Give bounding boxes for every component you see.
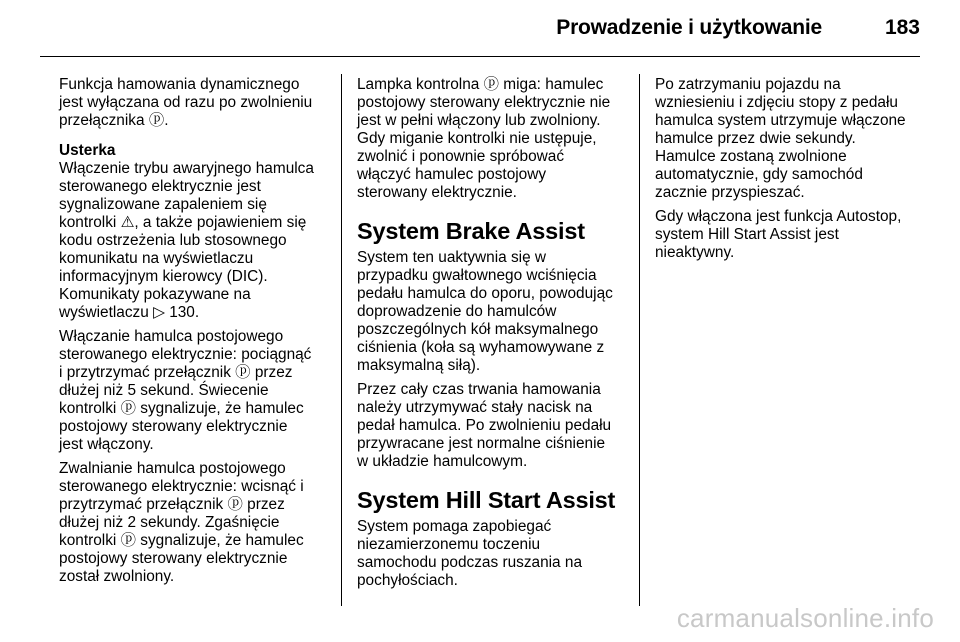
text-line: kodu ostrzeżenia lub stosownego (59, 232, 287, 249)
text-line: pedału hamulca do oporu, powodując (357, 285, 613, 302)
text-line: Zwalnianie hamulca postojowego (59, 460, 286, 477)
text-line: ciśnienia (koła są wyhamowywane z (357, 339, 605, 356)
text-line: Hamulce zostaną zwolnione (655, 148, 847, 165)
text-line: przypadku gwałtownego wciśnięcia (357, 267, 597, 284)
text-line: dłużej niż 5 sekund. Świecenie (59, 382, 269, 399)
text-line: włączyć hamulec postojowy (357, 166, 547, 183)
text-line: System pomaga zapobiegać (357, 518, 552, 535)
text-line: należy utrzymywać stały nacisk na (357, 399, 593, 416)
text-line: jest w pełni włączony lub zwolniony. (357, 112, 601, 129)
text-line: zwolnić i ponownie spróbować (357, 148, 565, 165)
text-line: sterowanego elektrycznie: wcisnąć i (59, 478, 304, 495)
section-heading-brake-assist: System Brake Assist (357, 218, 585, 244)
page-number: 183 (884, 16, 920, 39)
text-line: kontrolki ⚠, a także pojawieniem się (59, 214, 307, 231)
text-column-2 (357, 76, 631, 590)
text-line: Przez cały czas trwania hamowania (357, 381, 601, 398)
page-header-title: Prowadzenie i użytkowanie (556, 16, 822, 39)
text-line: poszczególnych kół maksymalnego (357, 321, 599, 338)
text-column-1 (59, 76, 331, 586)
text-line: przytrzymać przełącznik ⓟ przez (59, 496, 285, 513)
text-line: Komunikaty pokazywane na (59, 286, 251, 303)
text-line: wyświetlaczu ▷ 130. (59, 304, 200, 321)
text-line: System ten uaktywnia się w (357, 249, 547, 266)
text-line: informacyjnym kierowcy (DIC). (59, 268, 268, 285)
text-line: samochodu podczas ruszania na (357, 554, 583, 571)
text-line: Lampka kontrolna ⓟ miga: hamulec (357, 76, 604, 93)
text-line: Włączanie hamulca postojowego (59, 328, 284, 345)
text-line: pochyłościach. (357, 572, 458, 589)
text-line: system Hill Start Assist jest (655, 226, 839, 243)
text-line: maksymalną siłą). (357, 357, 481, 374)
text-line: i przytrzymać przełącznik ⓟ przez (59, 364, 293, 381)
text-line: niezamierzonemu toczeniu (357, 536, 541, 553)
text-line: dłużej niż 2 sekundy. Zgaśnięcie (59, 514, 280, 531)
text-line: sygnalizowane zapaleniem się (59, 196, 267, 213)
watermark: carmanualsonline.info (676, 603, 934, 633)
text-line: postojowy sterowany elektrycznie (59, 550, 288, 567)
text-line: wzniesieniu i zdjęciu stopy z pedału (655, 94, 898, 111)
text-line: Włączenie trybu awaryjnego hamulca (59, 160, 314, 177)
section-heading-usterka: Usterka (59, 142, 116, 159)
text-line: komunikatu na wyświetlaczu (59, 250, 254, 267)
text-line: przywracane jest normalne ciśnienie (357, 435, 606, 452)
text-line: hamulce przez dwie sekundy. (655, 130, 856, 147)
text-line: w układzie hamulcowym. (357, 453, 528, 470)
text-line: przełącznika ⓟ. (59, 112, 169, 129)
text-line: jest wyłączana od razu po zwolnieniu (59, 94, 313, 111)
section-heading-hill-start-assist: System Hill Start Assist (357, 487, 616, 513)
text-line: nieaktywny. (655, 244, 735, 261)
column-divider (639, 74, 640, 606)
text-line: sterowany elektrycznie. (357, 184, 517, 201)
text-line: zacznie przyspieszać. (655, 184, 805, 201)
text-line: postojowy sterowany elektrycznie nie (357, 94, 611, 111)
text-line: Gdy włączona jest funkcja Autostop, (655, 208, 902, 225)
text-line: jest włączony. (59, 436, 154, 453)
text-line: hamulca system utrzymuje włączone (655, 112, 906, 129)
text-line: sterowanego elektrycznie: pociągnąć (59, 346, 312, 363)
text-line: Funkcja hamowania dynamicznego (59, 76, 300, 93)
text-line: automatycznie, gdy samochód (655, 166, 863, 183)
text-column-3 (655, 76, 930, 262)
text-line: sterowanego elektrycznie jest (59, 178, 261, 195)
text-line: kontrolki ⓟ sygnalizuje, że hamulec (59, 400, 304, 417)
header-rule (40, 56, 920, 57)
text-line: Po zatrzymaniu pojazdu na (655, 76, 841, 93)
text-line: pedał hamulca. Po zwolnieniu pedału (357, 417, 612, 434)
column-divider (341, 74, 342, 606)
text-line: doprowadzenie do hamulców (357, 303, 557, 320)
text-line: Gdy miganie kontrolki nie ustępuje, (357, 130, 597, 147)
text-line: kontrolki ⓟ sygnalizuje, że hamulec (59, 532, 304, 549)
text-line: został zwolniony. (59, 568, 175, 585)
text-line: postojowy sterowany elektrycznie (59, 418, 288, 435)
